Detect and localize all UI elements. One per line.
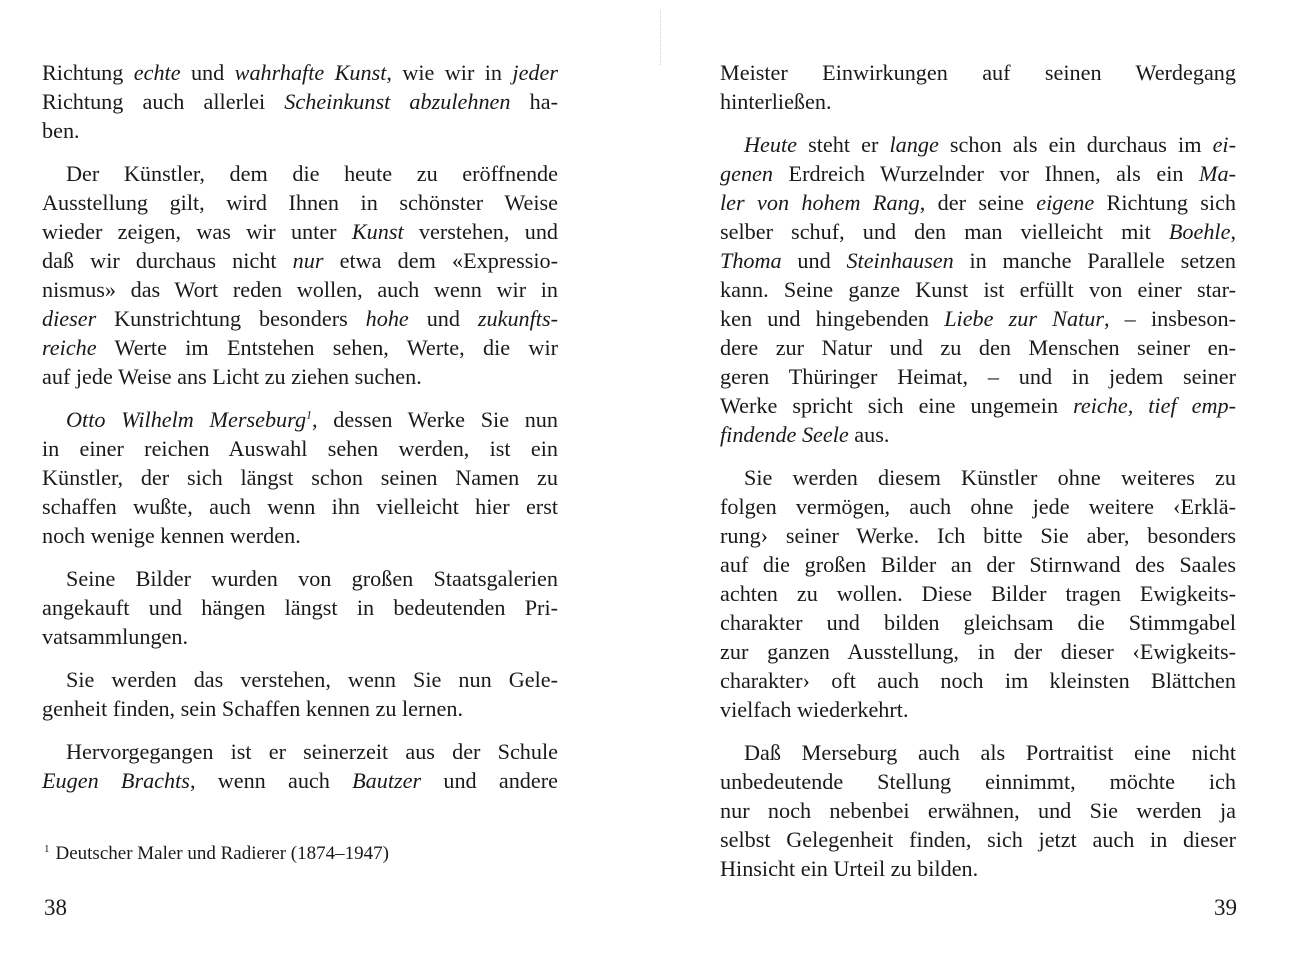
text-line xyxy=(42,304,558,333)
paragraph xyxy=(720,463,1236,724)
text-line xyxy=(42,622,558,651)
text-run: , dessen Werke Sie nun xyxy=(312,407,558,432)
text-run: dere zur Natur und zu den Menschen seiner en- xyxy=(720,335,1236,360)
text-run: aus. xyxy=(848,422,890,447)
italic-text: Heute xyxy=(744,132,797,157)
paragraph xyxy=(720,58,1236,116)
text-run: kann. Seine ganze Kunst ist erfüllt von einer star- xyxy=(720,277,1236,302)
text-run: Ausstellung gilt, wird Ihnen in schönster Weise xyxy=(42,190,558,215)
italic-text: Boehle xyxy=(1168,219,1231,244)
text-run: in einer reichen Auswahl sehen werden, ist ein xyxy=(42,436,558,461)
text-run: Werte im Entstehen sehen, Werte, die wir xyxy=(96,335,558,360)
italic-text: wahrhafte Kunst xyxy=(234,60,387,85)
text-run: Sie werden diesem Künstler ohne weiteres zu xyxy=(744,465,1236,490)
text-run: nur noch nebenbei erwähnen, und Sie werden ja xyxy=(720,798,1236,823)
text-line xyxy=(720,217,1236,246)
text-line xyxy=(42,694,558,723)
text-line xyxy=(42,246,558,275)
paragraph xyxy=(720,130,1236,449)
italic-text: echte xyxy=(133,60,181,85)
text-run: steht er xyxy=(796,132,890,157)
text-run: Hervorgegangen ist er seinerzeit aus der Schule xyxy=(66,739,558,764)
text-line xyxy=(42,58,558,87)
text-line xyxy=(42,188,558,217)
italic-text: Eugen Brachts xyxy=(42,768,190,793)
text-run: angekauft und hängen längst in bedeutenden Pri- xyxy=(42,595,558,620)
text-line xyxy=(42,362,558,391)
italic-text: findende Seele xyxy=(720,422,849,447)
text-line xyxy=(720,796,1236,825)
text-line xyxy=(42,665,558,694)
text-run: daß wir durchaus nicht xyxy=(42,248,293,273)
italic-text: Ma- xyxy=(1199,161,1236,186)
text-line xyxy=(720,58,1236,87)
text-run: Meister Einwirkungen auf seinen Werdegang xyxy=(720,60,1236,85)
text-line xyxy=(720,695,1236,724)
text-run: vatsammlungen. xyxy=(42,624,189,649)
italic-text: ler von hohem Rang xyxy=(720,190,920,215)
text-run: Werke spricht sich eine ungemein xyxy=(720,393,1074,418)
text-run: Erdreich Wurzelnder vor Ihnen, als ein xyxy=(772,161,1200,186)
italic-text: Thoma xyxy=(720,248,782,273)
text-line xyxy=(720,738,1236,767)
right-page xyxy=(720,58,1236,897)
text-line xyxy=(720,666,1236,695)
text-run: und andere xyxy=(421,768,558,793)
text-line xyxy=(720,333,1236,362)
italic-text: Bautzer xyxy=(352,768,422,793)
text-line xyxy=(720,130,1236,159)
text-run: , der seine xyxy=(919,190,1037,215)
text-run: schaffen wußte, auch wenn ihn vielleicht hier erst xyxy=(42,494,558,519)
italic-text: dieser xyxy=(42,306,97,331)
italic-text: nur xyxy=(292,248,324,273)
text-run: schon als ein durchaus im xyxy=(938,132,1213,157)
gutter-scan-artifact xyxy=(660,10,663,65)
text-line xyxy=(720,362,1236,391)
text-run: Hinsicht ein Urteil zu bilden. xyxy=(720,856,979,881)
italic-text: lange xyxy=(889,132,939,157)
text-line xyxy=(42,87,558,116)
text-run: auf jede Weise ans Licht zu ziehen suchen. xyxy=(42,364,422,389)
paragraph xyxy=(42,405,558,550)
text-line xyxy=(42,521,558,550)
text-run: und xyxy=(180,60,235,85)
text-line xyxy=(42,333,558,362)
text-run: Seine Bilder wurden von großen Staatsgalerien xyxy=(66,566,558,591)
text-run: , wie wir in xyxy=(386,60,513,85)
footnote-text: Deutscher Maler und Radierer (1874–1947) xyxy=(55,843,389,864)
left-page xyxy=(42,58,558,809)
italic-text: reiche xyxy=(42,335,97,360)
text-line xyxy=(720,608,1236,637)
italic-text: Scheinkunst abzulehnen xyxy=(284,89,511,114)
text-line xyxy=(720,391,1236,420)
italic-text: hohe xyxy=(365,306,409,331)
text-run: ben. xyxy=(42,118,80,143)
text-line xyxy=(42,217,558,246)
text-run: und xyxy=(781,248,847,273)
text-run: Daß Merseburg auch als Portraitist eine nicht xyxy=(744,740,1236,765)
text-line xyxy=(720,188,1236,217)
text-run: noch wenige kennen werden. xyxy=(42,523,301,548)
text-run: selbst Gelegenheit finden, sich jetzt auch in dieser xyxy=(720,827,1236,852)
italic-text: Steinhausen xyxy=(846,248,954,273)
italic-text: Kunst xyxy=(351,219,404,244)
text-line xyxy=(720,275,1236,304)
text-line xyxy=(42,405,558,434)
text-line xyxy=(720,550,1236,579)
text-run: Kunstrichtung besonders xyxy=(96,306,366,331)
paragraph xyxy=(42,58,558,145)
text-line xyxy=(720,854,1236,883)
text-line xyxy=(42,737,558,766)
text-line xyxy=(720,159,1236,188)
text-line xyxy=(720,246,1236,275)
italic-text: jeder xyxy=(512,60,558,85)
page-number-right: 39 xyxy=(1214,895,1237,920)
text-line xyxy=(42,159,558,188)
text-run: Richtung auch allerlei xyxy=(42,89,285,114)
text-run: auf die großen Bilder an der Stirnwand des Saales xyxy=(720,552,1236,577)
text-line xyxy=(42,564,558,593)
text-run: hinterließen. xyxy=(720,89,832,114)
text-run: nismus» das Wort reden wollen, auch wenn wir in xyxy=(42,277,558,302)
text-line xyxy=(42,492,558,521)
italic-text: genen xyxy=(720,161,773,186)
text-line xyxy=(720,579,1236,608)
text-run: unbedeutende Stellung einnimmt, möchte ich xyxy=(720,769,1236,794)
footnote-reference: 1 xyxy=(306,407,313,422)
text-run: Der Künstler, dem die heute zu eröffnende xyxy=(66,161,558,186)
paragraph xyxy=(42,737,558,795)
text-run: verstehen, und xyxy=(403,219,559,244)
text-line xyxy=(42,593,558,622)
page-number-left: 38 xyxy=(44,895,67,920)
italic-text: Liebe zur Natur xyxy=(944,306,1104,331)
text-run: zur ganzen Ausstellung, in der dieser ‹Ewigkeits- xyxy=(720,639,1236,664)
italic-text: zukunfts- xyxy=(477,306,558,331)
text-line xyxy=(42,434,558,463)
text-run: , wenn auch xyxy=(189,768,353,793)
text-line xyxy=(720,304,1236,333)
text-run: Richtung sich xyxy=(1094,190,1237,215)
text-run: in manche Parallele setzen xyxy=(953,248,1237,273)
text-run: vielfach wiederkehrt. xyxy=(720,697,909,722)
text-run: , – insbeson- xyxy=(1103,306,1236,331)
text-line xyxy=(42,766,558,795)
text-run: Sie werden das verstehen, wenn Sie nun Gele- xyxy=(66,667,558,692)
paragraph xyxy=(42,665,558,723)
text-run: achten zu wollen. Diese Bilder tragen Ewigkeits- xyxy=(720,581,1236,606)
text-line xyxy=(42,463,558,492)
italic-text: Otto Wilhelm Merseburg xyxy=(66,407,307,432)
text-run: Künstler, der sich längst schon seinen Namen zu xyxy=(42,465,558,490)
text-line xyxy=(720,420,1236,449)
paragraph xyxy=(42,564,558,651)
text-run: selber schuf, und den man vielleicht mit xyxy=(720,219,1169,244)
text-line xyxy=(720,767,1236,796)
text-line xyxy=(720,87,1236,116)
text-run: genheit finden, sein Schaffen kennen zu lernen. xyxy=(42,696,463,721)
text-line xyxy=(720,492,1236,521)
paragraph xyxy=(42,159,558,391)
text-run: , xyxy=(1230,219,1236,244)
text-line xyxy=(720,463,1236,492)
text-run: ha- xyxy=(510,89,558,114)
text-run: charakter und bilden gleichsam die Stimmgabel xyxy=(720,610,1236,635)
text-run: Richtung xyxy=(42,60,134,85)
text-run: folgen vermögen, auch ohne jede weitere ‹Erklä- xyxy=(720,494,1236,519)
text-run: und xyxy=(408,306,478,331)
text-run: ken und hingebenden xyxy=(720,306,945,331)
footnote-marker: 1 xyxy=(44,842,50,855)
paragraph xyxy=(720,738,1236,883)
text-line xyxy=(720,521,1236,550)
italic-text: ei- xyxy=(1212,132,1236,157)
text-run: wieder zeigen, was wir unter xyxy=(42,219,352,244)
text-line xyxy=(720,825,1236,854)
footnote xyxy=(44,842,389,866)
italic-text: eigene xyxy=(1036,190,1095,215)
text-line xyxy=(42,116,558,145)
text-run: charakter› oft auch noch im kleinsten Blättchen xyxy=(720,668,1236,693)
text-line xyxy=(720,637,1236,666)
text-run: geren Thüringer Heimat, – und in jedem seiner xyxy=(720,364,1236,389)
text-run: rung› seiner Werke. Ich bitte Sie aber, besonders xyxy=(720,523,1236,548)
text-line xyxy=(42,275,558,304)
text-run: etwa dem «Expressio- xyxy=(323,248,558,273)
italic-text: reiche, tief emp- xyxy=(1073,393,1236,418)
